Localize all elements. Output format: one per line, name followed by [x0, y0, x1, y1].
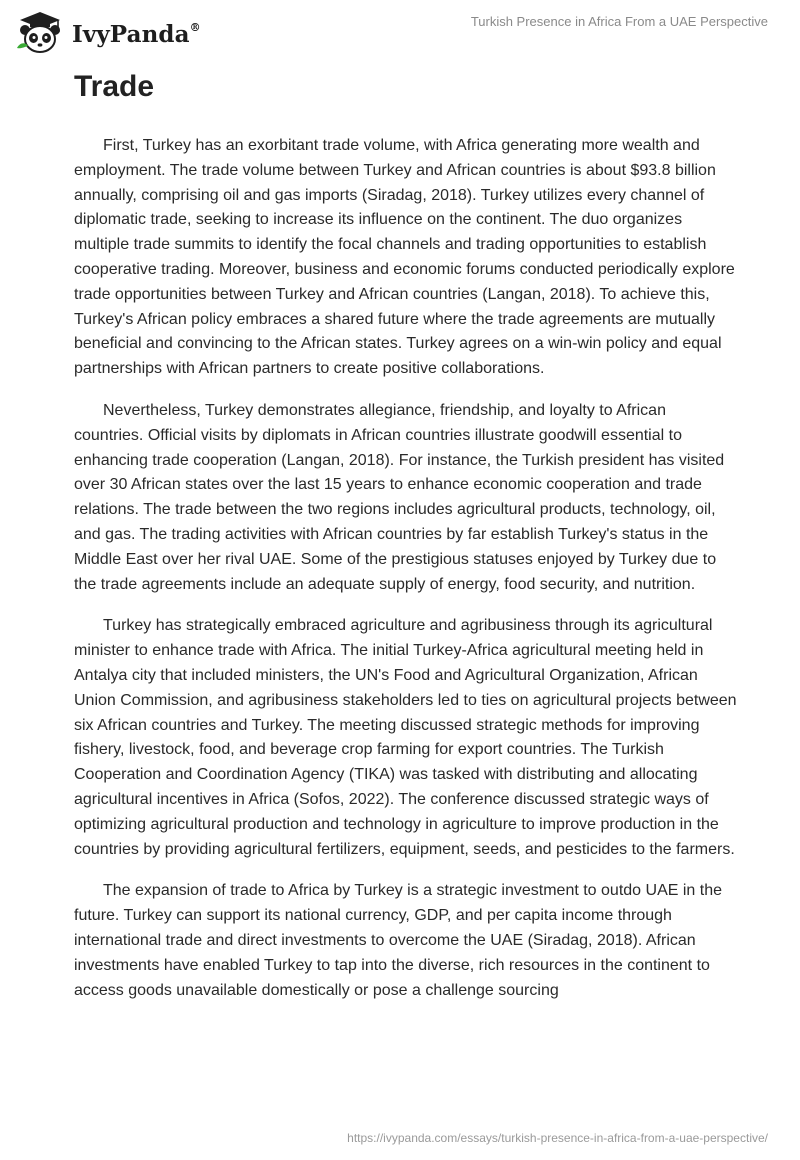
- brand-name: IvyPanda®: [72, 20, 201, 48]
- ivypanda-logo[interactable]: [14, 10, 201, 56]
- page-header: [0, 0, 800, 64]
- paragraph: First, Turkey has an exorbitant trade volume, with Africa generating more wealth and employment. The trade volume between Turkey and African countries is about $93.8 billion annually, comprising oil and gas imports (Siradag, 2018). Turkey utilizes every channel of diplomatic trade, seeking to increase its influence on the continent. The duo organizes multiple trade summits to identify the focal channels and trading opportunities to establish cooperative trading. Moreover, business and economic forums conducted periodically explore trade opportunities between Turkey and African countries (Langan, 2018). To achieve this, Turkey's African policy embraces a shared future where the trade agreements are mutually beneficial and convincing to the African states. Turkey agrees on a win-win policy and equal partnerships with African partners to create positive collaborations.: [74, 137, 735, 378]
- paragraph: The expansion of trade to Africa by Turkey is a strategic investment to outdo UAE in the future. Turkey can support its national currency, GDP, and per capita income through international trade and direct investments to overcome the UAE (Siradag, 2018). African investments have enabled Turkey to tap into the diverse, rich resources in the continent to access goods unavailable domestically or pose a challenge sourcing: [74, 882, 722, 999]
- source-url[interactable]: https://ivypanda.com/essays/turkish-presence-in-africa-from-a-uae-perspective/: [347, 1131, 768, 1145]
- panda-graduate-icon: [14, 10, 66, 56]
- document-title: Turkish Presence in Africa From a UAE Perspective: [470, 14, 768, 29]
- section-heading: Trade: [74, 70, 155, 103]
- paragraph: Turkey has strategically embraced agriculture and agribusiness through its agricultural minister to enhance trade with Africa. The initial Turkey-Africa agricultural meeting held in Antalya city that included ministers, the UN's Food and Agricultural Organization, African Union Commission, and agribusiness stakeholders led to ties on agricultural projects between six African countries and Turkey. The meeting discussed strategic methods for improving fishery, livestock, food, and beverage crop farming for export countries. The Turkish Cooperation and Coordination Agency (TIKA) was tasked with distributing and allocating agricultural incentives in Africa (Sofos, 2022). The conference discussed strategic ways of optimizing agricultural production and technology in agriculture to improve production in the countries by providing agricultural fertilizers, equipment, seeds, and pesticides to the farmers.: [74, 617, 737, 858]
- article-body: [74, 134, 738, 1020]
- paragraph: Nevertheless, Turkey demonstrates allegiance, friendship, and loyalty to African countries. Official visits by diplomats in African countries illustrate goodwill essential to enhancing trade cooperation (Langan, 2018). For instance, the Turkish president has visited over 30 African states over the last 15 years to enhance economic cooperation and trade relations. The trade between the two regions includes agricultural products, technology, oil, and gas. The trading activities with African countries by far establish Turkey's status in the Middle East over her rival UAE. Some of the prestigious statuses enjoyed by Turkey due to the trade agreements include an adequate supply of energy, food security, and nutrition.: [74, 401, 725, 593]
